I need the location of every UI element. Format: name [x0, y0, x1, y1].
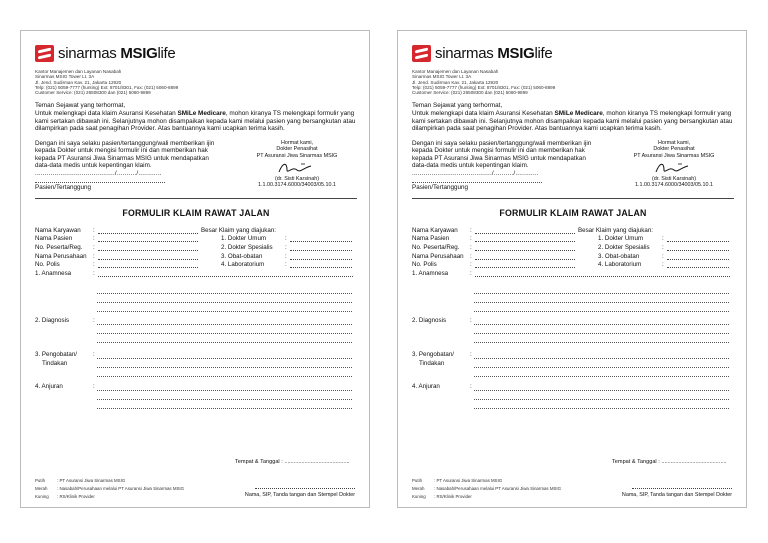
section-label: 3. Pengobatan/: [35, 350, 77, 358]
claim-item: 3. Obat-obatan: [598, 252, 640, 260]
besar-klaim-label: Besar Klaim yang diajukan:: [578, 226, 653, 234]
consent-date-line: ........................................./........../............: [35, 169, 162, 177]
copy-distribution: Putih : PT Asuransi Jiwa Sinarmas MSIG Merah : Nasabah/Perusahaan melalui PT Asuransi Jiwa Sinarmas MSIG Kuning : RS/Klinik Provider: [35, 478, 185, 499]
form-title: FORMULIR KLAIM RAWAT JALAN: [122, 207, 270, 218]
section-label: 4. Anjuran: [35, 382, 63, 390]
section-label: 2. Diagnosis: [412, 316, 447, 324]
claim-item: 1. Dokter Umum: [598, 235, 644, 243]
field-label: Nama Pasien: [412, 235, 450, 243]
doctor-role: Dokter Penasihat: [276, 146, 318, 153]
medical-sections: 2. Diagnosis : 3. Pengobatan/ : Tindakan 4. Anjuran :: [412, 293, 734, 428]
form-page-right: [397, 30, 747, 508]
divider: [35, 198, 357, 199]
divider: [412, 198, 734, 199]
field-label: Nama Perusahaan: [35, 252, 87, 260]
medical-sections: 2. Diagnosis : 3. Pengobatan/ : Tindakan 4. Anjuran :: [35, 293, 357, 428]
copy-distribution: Putih : PT Asuransi Jiwa Sinarmas MSIG Merah : Nasabah/Perusahaan melalui PT Asuransi Jiwa Sinarmas MSIG Kuning : RS/Klinik Provider: [412, 478, 562, 499]
section-label: 2. Diagnosis: [35, 316, 70, 324]
field-label: Nama Perusahaan: [412, 252, 464, 260]
doctor-role: Dokter Penasihat: [653, 146, 695, 153]
consent-text: Dengan ini saya selaku pasien/tertanggung/wali memberikan ijin kepada Dokter untuk mengisi formulir ini dan memberikan hak kepada PT Asuransi Jiwa Sinarmas MSIG untuk mendapatkan data-data medis untuk kepentingan klaim.: [412, 139, 592, 170]
hormat-kami: Hormat kami,: [657, 139, 691, 146]
claim-item: 3. Obat-obatan: [221, 252, 263, 260]
doctor-signature: [237, 160, 357, 176]
company-name: PT Asuransi Jiwa Sinarmas MSIG: [256, 153, 338, 160]
consent-date-line: ........................................./........../............: [412, 169, 539, 177]
pasien-signature-label: Pasien/Tertanggung: [35, 182, 165, 192]
registration-number: 1.1.00.3174.6000/34003/05.10.1: [635, 182, 713, 189]
section-label: 1. Anamnesa: [412, 269, 449, 277]
registration-number: 1.1.00.3174.6000/34003/05.10.1: [258, 182, 336, 189]
brand-name: sinarmas MSIGlife: [435, 44, 553, 62]
brand-mark-icon: [35, 45, 54, 62]
company-name: PT Asuransi Jiwa Sinarmas MSIG: [633, 153, 715, 160]
section-label-cont: Tindakan: [42, 359, 68, 367]
field-label: No. Polis: [412, 261, 437, 269]
greeting-letter: Teman Sejawat yang terhormat, Untuk melengkapi data klaim Asuransi Kesehatan SMiLe Medicare, mohon kiranya TS melengkapi formulir yang kami sertakan dibawah ini. Selanjutnya mohon disampaikan kepada kami melalui pasien yang bersangkutan atau dilampirkan pada saat penagihan Provider. Atas bantuannya kami ucapkan terima kasih.: [412, 102, 733, 133]
field-label: No. Polis: [35, 261, 60, 269]
hormat-kami: Hormat kami,: [280, 139, 314, 146]
claim-item: 1. Dokter Umum: [221, 235, 267, 243]
field-label: Nama Pasien: [35, 235, 73, 243]
form-title: FORMULIR KLAIM RAWAT JALAN: [499, 207, 647, 218]
claim-item: 2. Dokter Spesialis: [598, 244, 650, 252]
besar-klaim-label: Besar Klaim yang diajukan:: [201, 226, 276, 234]
section-label-cont: Tindakan: [419, 359, 445, 367]
doctor-sign-block: [622, 482, 732, 498]
office-address: Kantor Manajemen dan Layanan Nasabah Sinarmas MSIG Tower Lt. 3A Jl. Jend. Sudirman Kav. 21, Jakarta 12920 Telp: (021) 5059-7777 (hunting) Ext: 8701/8301, Fax: (021) 5060-8899 Customer Service: (021) 26508300 dan (021) 5060-9899: [412, 69, 556, 96]
greeting-letter: Teman Sejawat yang terhormat, Untuk melengkapi data klaim Asuransi Kesehatan SMiLe Medicare, mohon kiranya TS melengkapi formulir yang kami sertakan dibawah ini. Selanjutnya mohon disampaikan kepada kami melalui pasien yang bersangkutan atau dilampirkan pada saat penagihan Provider. Atas bantuannya kami ucapkan terima kasih.: [35, 102, 356, 133]
claim-fields: Nama Karyawan : Besar Klaim yang diajukan: Nama Pasien : 1. Dokter Umum : No. Peserta/Reg. : 2. Dokter Spesialis : Nama Perusahaan : 3. Obat-obatan : No. Polis : 4. Laboratorium : 1. Anamnesa :: [412, 227, 734, 293]
place-date: Tempat & Tanggal : ..........................................: [235, 459, 350, 465]
place-date: Tempat & Tanggal : ..........................................: [612, 459, 727, 465]
signer-name: (dr. Sisti Karsinah): [651, 175, 697, 182]
field-label: Nama Karyawan: [35, 226, 81, 234]
field-label: No. Peserta/Reg.: [35, 244, 83, 252]
consent-block: [412, 140, 734, 192]
section-label: 1. Anamnesa: [35, 269, 72, 277]
claim-item: 2. Dokter Spesialis: [221, 244, 273, 252]
claim-item: 4. Laboratorium: [598, 261, 642, 269]
pasien-signature-label: Pasien/Tertanggung: [412, 182, 542, 192]
claim-item: 4. Laboratorium: [221, 261, 265, 269]
doctor-sign-block: [245, 482, 355, 498]
section-label: 3. Pengobatan/: [412, 350, 454, 358]
field-label: Nama Karyawan: [412, 226, 458, 234]
office-address: Kantor Manajemen dan Layanan Nasabah Sinarmas MSIG Tower Lt. 3A Jl. Jend. Sudirman Kav. 21, Jakarta 12920 Telp: (021) 5059-7777 (hunting) Ext: 8701/8301, Fax: (021) 5060-8899 Customer Service: (021) 26508300 dan (021) 5060-9899: [35, 69, 179, 96]
doctor-sign-label: Nama, SIP, Tanda tangan dan Stempel Dokter: [244, 492, 355, 498]
consent-text: Dengan ini saya selaku pasien/tertanggung/wali memberikan ijin kepada Dokter untuk mengisi formulir ini dan memberikan hak kepada PT Asuransi Jiwa Sinarmas MSIG untuk mendapatkan data-data medis untuk kepentingan klaim.: [35, 139, 215, 170]
consent-block: [35, 140, 357, 192]
claim-fields: Nama Karyawan : Besar Klaim yang diajukan: Nama Pasien : 1. Dokter Umum : No. Peserta/Reg. : 2. Dokter Spesialis : Nama Perusahaan : 3. Obat-obatan : No. Polis : 4. Laboratorium : 1. Anamnesa :: [35, 227, 357, 293]
doctor-sign-label: Nama, SIP, Tanda tangan dan Stempel Dokter: [621, 492, 732, 498]
sinarmas-msig-logo: [35, 43, 357, 63]
section-label: 4. Anjuran: [412, 382, 440, 390]
brand-mark-icon: [412, 45, 431, 62]
sinarmas-msig-logo: [412, 43, 734, 63]
field-label: No. Peserta/Reg.: [412, 244, 460, 252]
brand-name: sinarmas MSIGlife: [58, 44, 176, 62]
doctor-signature: [614, 160, 734, 176]
form-page-left: [20, 30, 370, 508]
signer-name: (dr. Sisti Karsinah): [274, 175, 320, 182]
